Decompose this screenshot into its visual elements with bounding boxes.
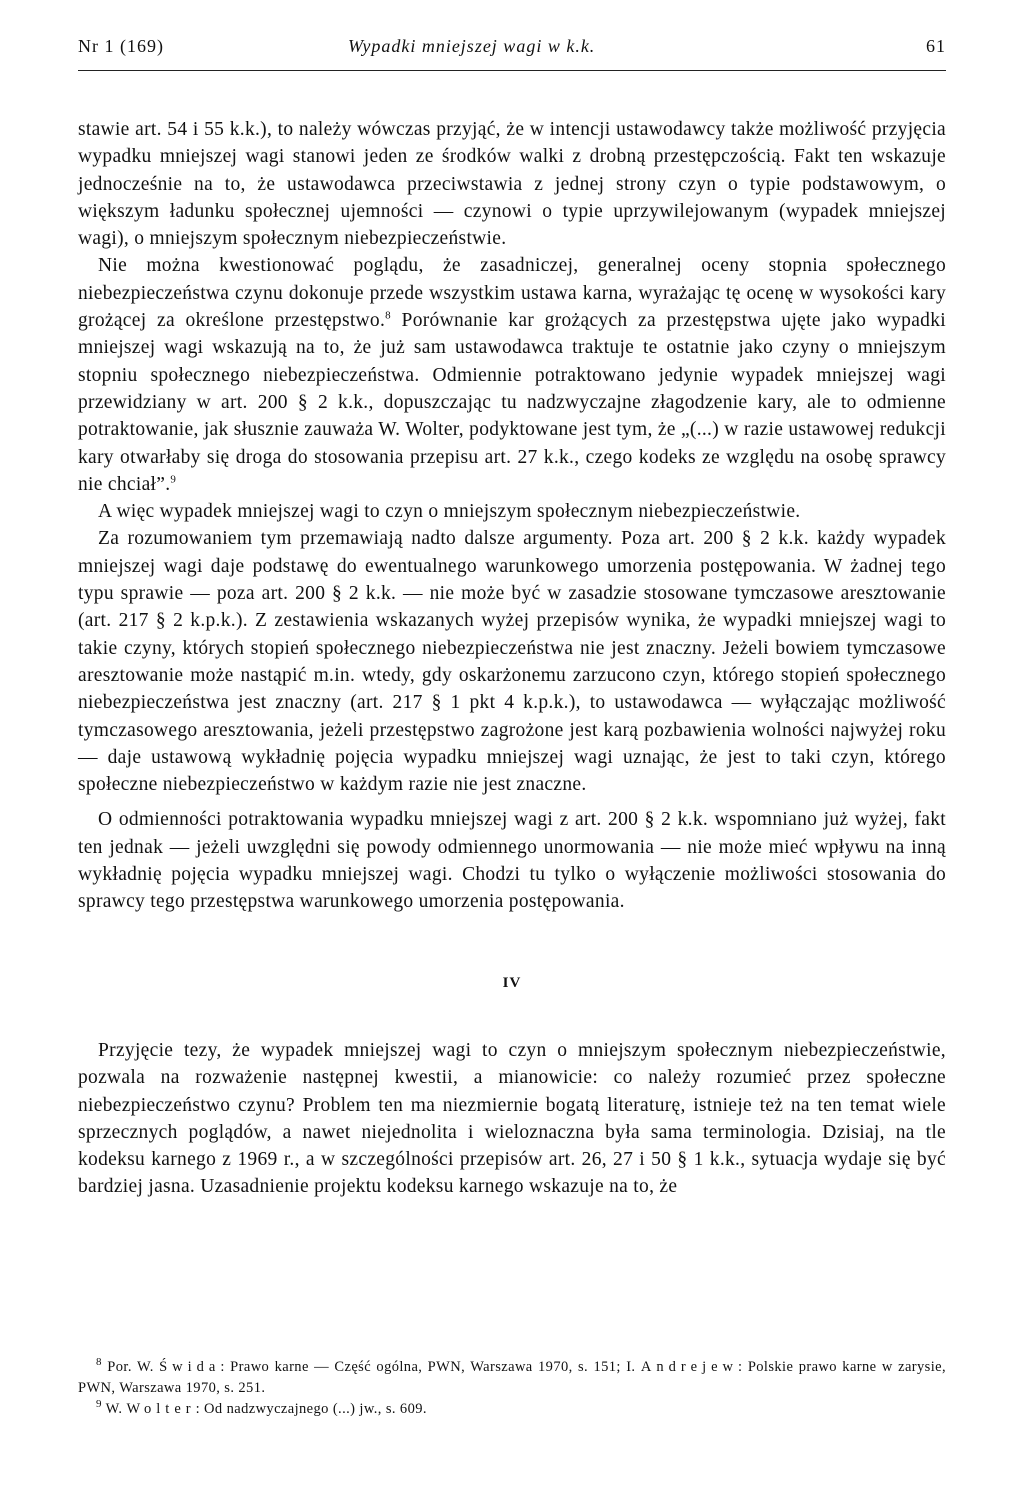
footnote-9-number: 9 <box>96 1398 102 1411</box>
footnote-8-text-b: : Prawo karne — Część ogólna, PWN, Warszawa 1970, s. 151; I. <box>220 1359 641 1375</box>
paragraph-2-text-b: Porównanie kar grożących za przestępstwa ujęte jako wypadki mniejszej wagi wskazują na to, że już sam ustawodawca traktuje te ostatnie jako czyny o mniejszym stopniu społecznego niebezpieczeństwa. Odmiennie potraktowano jedynie wypadek mniejszej wagi przewidziany w art. 200 § 2 k.k., dopuszczając tu nadzwyczajne złagodzenie kary, ale to odmienne potraktowanie, jak słusznie zauważa W. Wolter, podyktowane jest tym, że „(...) w razie ustawowej redukcji kary otwarłaby się droga do stosowania przepisu art. 27 k.k., czego kodeks ze względu na osobę sprawcy nie chciał”. <box>78 310 946 495</box>
footnote-ref-8[interactable]: 8 <box>385 309 391 322</box>
paragraph-1 <box>78 116 946 252</box>
paragraph-4 <box>78 525 946 798</box>
footnote-8-text-a: Por. W. <box>101 1359 160 1375</box>
body-text <box>78 116 946 1201</box>
footnote-9 <box>78 1399 946 1420</box>
paragraph-5 <box>78 806 946 915</box>
footnote-9-author: Wolter <box>126 1401 196 1417</box>
paragraph-2-text-a: Nie można kwestionować poglądu, że zasadniczej, generalnej oceny stopnia społecznego niebezpieczeństwa czynu dokonuje przede wszystkim ustawa karna, wyrażając tę ocenę w wysokości kary grożącej za określone przestępstwo. <box>78 255 946 332</box>
footnote-8-text-c: : Polskie prawo karne w zarysie, PWN, Warszawa 1970, s. 251. <box>78 1359 946 1396</box>
footnote-8 <box>78 1357 946 1399</box>
paragraph-6-text: Przyjęcie tezy, że wypadek mniejszej wagi to czyn o mniejszym społecznym niebezpieczeństwie, pozwala na rozważenie następnej kwestii, a mianowicie: co należy rozumieć przez społeczne niebezpieczeństwo czynu? Problem ten ma niezmiernie bogatą literaturę, istnieje też na ten temat wiele sprzecznych poglądów, a nawet niejednolita i wieloznaczna była sama terminologia. Dzisiaj, na tle kodeksu karnego z 1969 r., a w szczególności przepisów art. 26, 27 i 50 § 1 k.k., sytuacja wydaje się być bardziej jasna. Uzasadnienie projektu kodeksu karnego wskazuje na to, że <box>78 1039 946 1198</box>
paragraph-6 <box>78 1037 946 1201</box>
footnote-ref-9[interactable]: 9 <box>170 473 177 486</box>
section-heading: IV <box>502 974 522 991</box>
header-rule <box>78 70 946 71</box>
footnote-8-author-2: Andrejew <box>640 1359 739 1375</box>
footnote-9-text-a: W. <box>101 1401 127 1417</box>
footnote-8-author-1: Świda <box>159 1359 221 1375</box>
journal-issue: Nr 1 (169) <box>78 36 164 56</box>
footnotes <box>78 1357 946 1420</box>
page-number: 61 <box>926 36 946 56</box>
paragraph-5-text: O odmienności potraktowania wypadku mniejszej wagi z art. 200 § 2 k.k. wspomniano już wyżej, fakt ten jednak — jeżeli uwzględni się powody odmiennego unormowania — nie może mieć wpływu na inną wykładnię pojęcia wypadku mniejszej wagi. Chodzi tu tylko o wyłączenie możliwości stosowania do sprawcy tego przestępstwa warunkowego umorzenia postępowania. <box>78 809 946 913</box>
paragraph-4-text: Za rozumowaniem tym przemawiają nadto dalsze argumenty. Poza art. 200 § 2 k.k. każdy wypadek mniejszej wagi daje podstawę do ewentualnego warunkowego umorzenia postępowania. W żadnej tego typu sprawie — poza art. 200 § 2 k.k. — nie może być w zasadzie stosowane tymczasowe aresztowanie (art. 217 § 2 k.p.k.). Z zestawienia wskazanych wyżej przepisów wynika, że wypadki mniejszej wagi to takie czyny, których stopień społecznego niebezpieczeństwa nie jest znaczny. Jeżeli bowiem tymczasowe aresztowanie może nastąpić m.in. wtedy, gdy oskarżonemu zarzucono czyn, którego stopień społecznego niebezpieczeństwa jest znaczny (art. 217 § 1 pkt 4 k.p.k.), to ustawodawca — wyłączając możliwość tymczasowego aresztowania, jeżeli przestępstwo zagrożone jest karą pozbawienia wolności najwyżej roku — daje ustawową wykładnię pojęcia wypadku mniejszej wagi uznając, że jest to taki czyn, którego społeczne niebezpieczeństwo w każdym razie nie jest znaczne. <box>78 528 946 796</box>
footnote-8-number: 8 <box>96 1356 102 1369</box>
paragraph-3 <box>78 498 946 525</box>
running-head <box>78 36 946 68</box>
footnote-9-text-b: : Od nadzwyczajnego (...) jw., s. 609. <box>195 1401 427 1417</box>
running-title: Wypadki mniejszej wagi w k.k. <box>348 36 596 56</box>
paragraph-2 <box>78 252 946 498</box>
paragraph-1-text: stawie art. 54 i 55 k.k.), to należy wówczas przyjąć, że w intencji ustawodawcy także możliwość przyjęcia wypadku mniejszej wagi stanowi jeden ze środków walki z drobną przestępczością. Fakt ten wskazuje jednocześnie na to, że ustawodawca przeciwstawia z jednej strony czyn o typie podstawowym, o większym ładunku społecznej ujemności — czynowi o typie uprzywilejowanym (wypadek mniejszej wagi), o mniejszym społecznym niebezpieczeństwie. <box>78 119 946 250</box>
paragraph-3-text: A więc wypadek mniejszej wagi to czyn o mniejszym społecznym niebezpieczeństwie. <box>98 501 801 523</box>
